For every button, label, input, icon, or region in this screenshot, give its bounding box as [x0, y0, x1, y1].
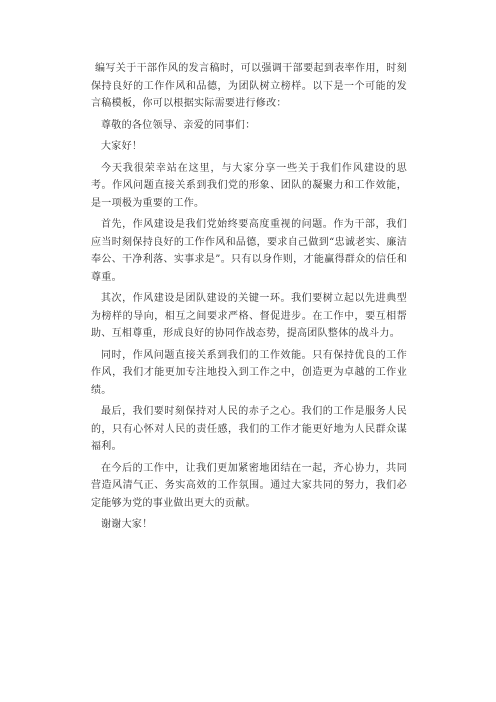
- document-body: [91, 60, 407, 538]
- greeting: 大家好！: [101, 141, 143, 152]
- body-paragraph: 同时，作风问题直接关系到我们的工作效能。只有保持优良的工作作风，我们才能更加专注地投入到工作之中，创造更为卓越的工作业绩。: [91, 349, 407, 396]
- body-paragraph: 今天我很荣幸站在这里，与大家分享一些关于我们作风建设的思考。作风问题直接关系到我们党的形象、团队的凝聚力和工作效能，是一项极为重要的工作。: [91, 162, 407, 209]
- body-paragraph: 在今后的工作中，让我们更加紧密地团结在一起，齐心协力，共同营造风清气正、务实高效的工作氛围。通过大家共同的努力，我们必定能够为党的事业做出更大的贡献。: [91, 462, 407, 509]
- intro-paragraph: 编写关于干部作风的发言稿时，可以强调干部要起到表率作用，时刻保持良好的工作作风和品德，为团队树立榜样。以下是一个可能的发言稿模板，你可以根据实际需要进行修改：: [91, 63, 407, 109]
- body-paragraph: 首先，作风建设是我们党始终要高度重视的问题。作为干部，我们应当时刻保持良好的工作作风和品德，要求自己做到“忠诚老实、廉洁奉公、干净利落、实事求是”。只有以身作则，才能赢得群众的信任和尊重。: [91, 219, 407, 283]
- body-paragraph: 最后，我们要时刻保持对人民的赤子之心。我们的工作是服务人民的，只有心怀对人民的责任感，我们的工作才能更好地为人民群众谋福利。: [91, 406, 407, 452]
- salutation: 尊敬的各位领导、亲爱的同事们：: [101, 119, 256, 131]
- closing-line: 谢谢大家！: [101, 519, 153, 530]
- body-paragraph: 其次，作风建设是团队建设的关键一环。我们要树立起以先进典型为榜样的导向，相互之间要求严格、督促进步。在工作中，要互相帮助、互相尊重，形成良好的协同作战态势，提高团队整体的战斗力。: [91, 293, 407, 339]
